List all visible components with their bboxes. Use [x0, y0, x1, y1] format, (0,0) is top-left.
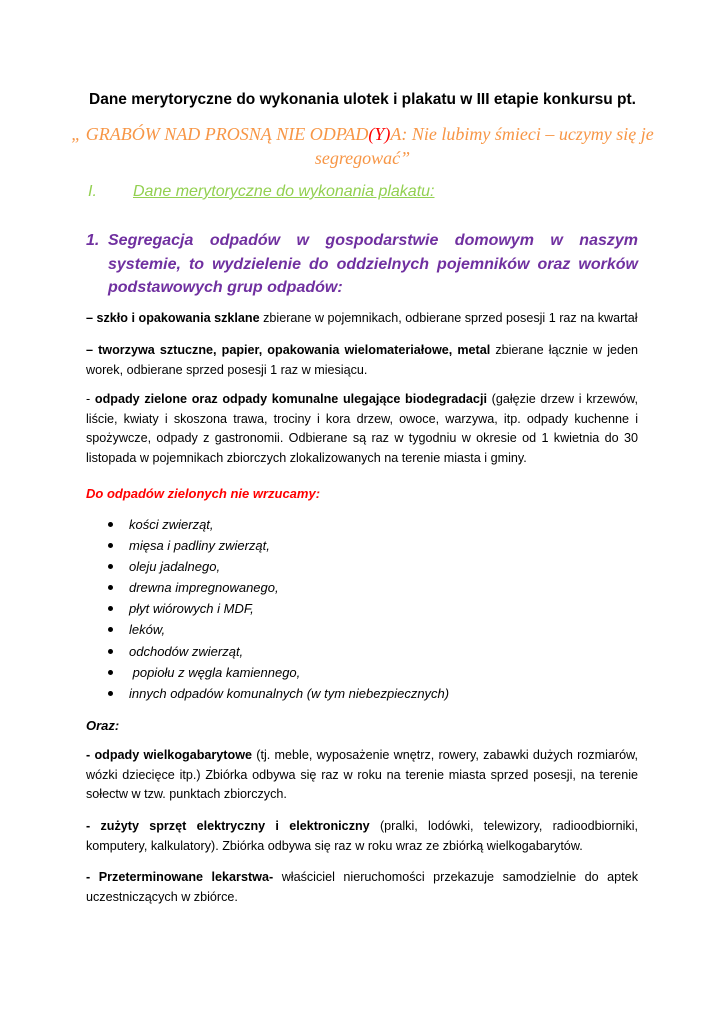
green-bold: odpady zielone oraz odpady komunalne ulegające biodegradacji — [94, 392, 487, 406]
paragraph-medicines — [86, 868, 638, 907]
list-item — [108, 619, 449, 640]
list-item — [108, 683, 449, 704]
list-item-text: kości zwierząt, — [129, 517, 214, 532]
bulky-rest: (tj. meble, wyposażenie wnętrz, rowery, zabawki dużych rozmiarów, wózki dziecięce itp.) Zbiórka odbywa się raz w roku na terenie miasta sprzed posesji, na terenie sołectw w tzw. punktach zbiorczych. — [86, 748, 638, 801]
list-item — [108, 535, 449, 556]
contest-title-y: (Y) — [368, 124, 391, 144]
bullet-icon — [108, 564, 113, 569]
point-heading — [86, 229, 638, 300]
list-item — [108, 641, 449, 662]
bulky-bold: - odpady wielkogabarytowe — [86, 748, 252, 762]
bullet-icon — [108, 522, 113, 527]
plastics-rest: zbierane łącznie w jeden worek, odbierane sprzed posesji 1 raz w miesiącu. — [86, 343, 639, 377]
paragraph-green-waste — [86, 390, 638, 468]
contest-title-suffix: A: Nie lubimy śmieci – uczymy się je segregować” — [314, 124, 654, 168]
list-item-text: odchodów zwierząt, — [129, 643, 244, 659]
green-warning-heading: Do odpadów zielonych nie wrzucamy: — [86, 486, 321, 501]
green-prefix: - — [86, 392, 95, 406]
list-item-text: płyt wiórowych i MDF, — [129, 601, 254, 617]
bullet-icon — [108, 543, 113, 548]
section-title: Dane merytoryczne do wykonania plakatu: — [133, 183, 435, 200]
bullet-icon — [108, 585, 113, 590]
contest-title — [70, 122, 655, 170]
list-item-text: leków, — [129, 622, 166, 638]
bullet-icon — [108, 606, 113, 611]
list-item — [108, 662, 449, 683]
bullet-icon — [108, 670, 113, 675]
section-heading — [88, 182, 435, 202]
list-item — [108, 514, 449, 535]
bullet-icon — [108, 691, 113, 696]
list-item — [108, 577, 449, 598]
document-title: Dane merytoryczne do wykonania ulotek i plakatu w III etapie konkursu pt. — [89, 91, 636, 108]
list-item-text: mięsa i padliny zwierząt, — [129, 538, 270, 554]
paragraph-glass — [86, 309, 638, 329]
list-item-text: popiołu z węgla kamiennego, — [129, 664, 301, 680]
green-rest: (gałęzie drzew i krzewów, liście, kwiaty i skoszona trawa, trociny i kora drzew, owoce, warzywa, itp. odpady kuchenne i spożywcze, odpady z gastronomii. Odbierane są raz w tygodniu w okresie od 1 kwietnia do 30 listopada w pojemnikach zbiorczych zlokalizowanych na terenie miasta i gminy. — [86, 392, 638, 465]
not-allowed-list — [108, 514, 449, 704]
contest-title-prefix: „ GRABÓW NAD PROSNĄ NIE ODPAD — [71, 124, 369, 144]
list-item — [108, 598, 449, 619]
electro-rest: (pralki, lodówki, telewizory, radioodbiorniki, komputery, kalkulatory). Zbiórka odbywa się raz w roku wraz ze zbiórką wielkogabarytów. — [86, 819, 638, 853]
list-item-text: drewna impregnowanego, — [129, 580, 279, 596]
paragraph-bulky-waste — [86, 746, 638, 805]
glass-bold: – szkło i opakowania szklane — [86, 311, 260, 325]
oraz-heading: Oraz: — [86, 718, 120, 733]
list-item-text: oleju jadalnego, — [129, 559, 221, 575]
paragraph-plastics — [86, 341, 638, 380]
list-item-text: innych odpadów komunalnych (w tym niebezpiecznych) — [129, 685, 450, 701]
list-item — [108, 556, 449, 577]
point-title: Segregacja odpadów w gospodarstwie domowym w naszym systemie, to wydzielenie do oddzielnych pojemników oraz worków podstawowych grup odpadów: — [108, 232, 638, 296]
plastics-bold: – tworzywa sztuczne, papier, opakowania wielomateriałowe, metal — [86, 343, 491, 357]
bullet-icon — [108, 627, 113, 632]
bullet-icon — [108, 649, 113, 654]
point-number: 1. — [86, 232, 100, 249]
medicine-bold: - Przeterminowane lekarstwa- — [86, 870, 274, 884]
glass-rest: zbierane w pojemnikach, odbierane sprzed posesji 1 raz na kwartał — [259, 311, 638, 325]
medicine-rest: właściciel nieruchomości przekazuje samodzielnie do aptek uczestniczących w zbiórce. — [86, 870, 638, 904]
section-number: I. — [88, 183, 97, 200]
electro-bold: - zużyty sprzęt elektryczny i elektroniczny — [86, 819, 370, 833]
paragraph-electronics — [86, 817, 638, 856]
